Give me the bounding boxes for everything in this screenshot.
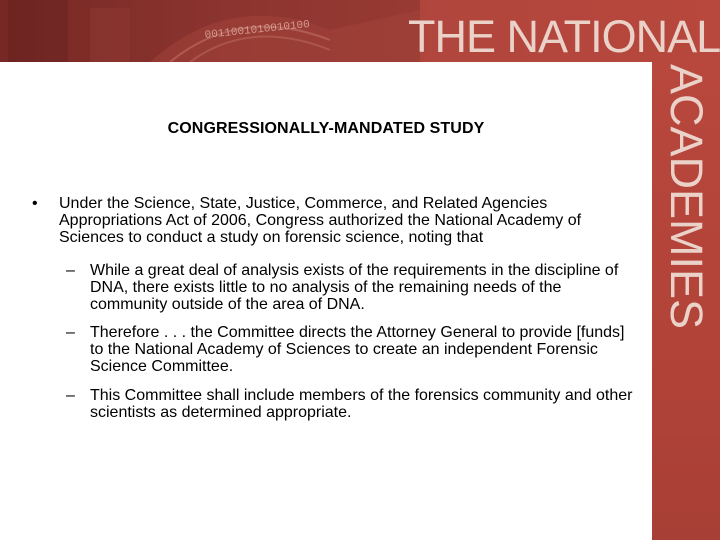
header-banner — [0, 0, 720, 62]
banner-digits: 0011001010010100 — [204, 19, 311, 42]
sub-item: Therefore . . . the Committee directs the Attorney General to provide [funds] to the National Academy of Sciences to create an independent Forensic Science Committee. — [90, 324, 625, 375]
brand-logo-side: ACADEMIES — [661, 64, 712, 330]
dash-icon: – — [66, 262, 75, 279]
bullet-text: Under the Science, State, Justice, Commerce, and Related Agencies Appropriations Act of 2006, Congress authorized the National Academy of Sciences to conduct a study on forensic science, noting that — [59, 195, 582, 246]
slide-title: CONGRESSIONALLY-MANDATED STUDY — [167, 120, 485, 137]
dash-icon: – — [66, 324, 75, 341]
dash-icon: – — [66, 387, 75, 404]
bullet-icon: • — [32, 195, 38, 212]
banner-texture — [0, 0, 420, 62]
brand-logo-top: THE NATIONAL — [408, 11, 720, 62]
sub-item: While a great deal of analysis exists of the requirements in the discipline of DNA, there exists little to no analysis of the remaining needs of the community outside of the area of DNA. — [90, 262, 619, 313]
brand-sidebar — [652, 62, 720, 540]
sub-item: This Committee shall include members of the forensics community and other scientists as determined appropriate. — [90, 387, 633, 421]
